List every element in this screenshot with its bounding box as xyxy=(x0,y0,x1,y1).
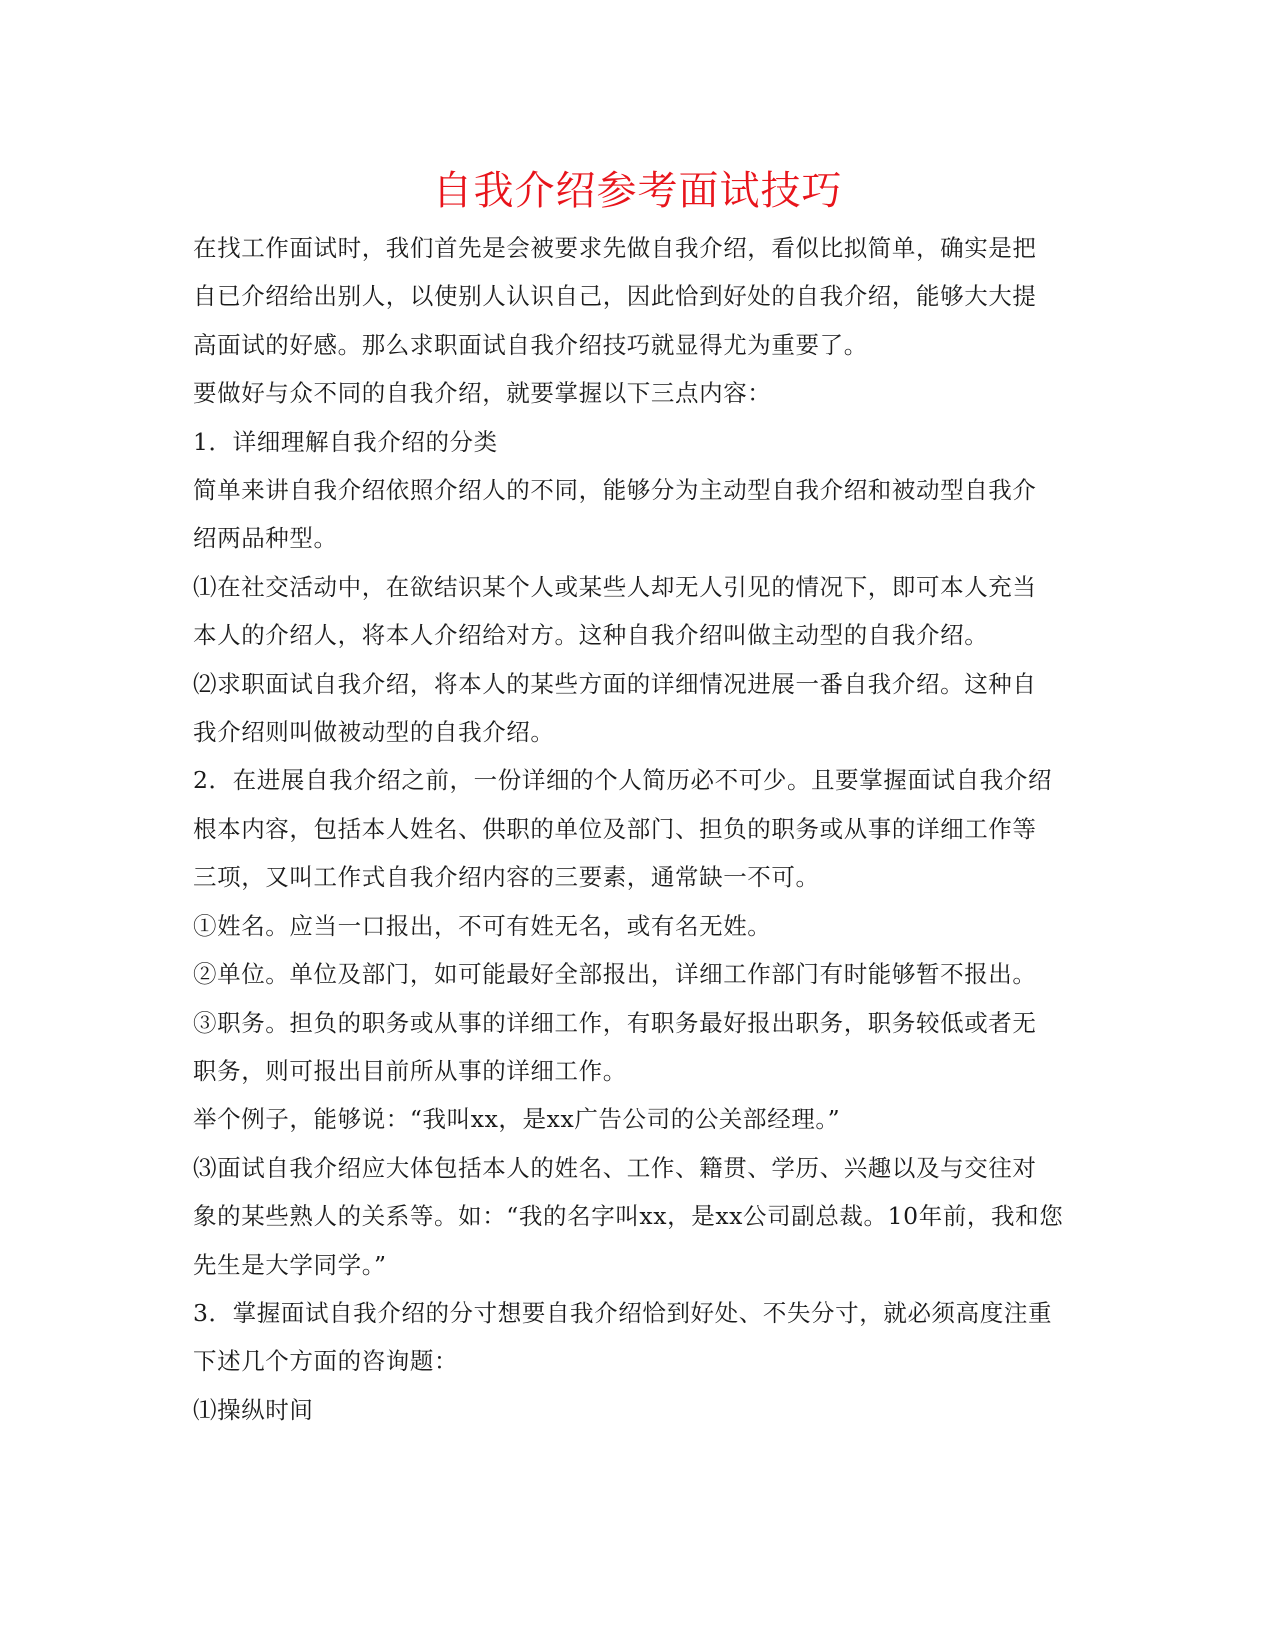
body-line: ⑴操纵时间 xyxy=(193,1395,314,1424)
body-line: ①姓名。应当一口报出，不可有姓无名，或有名无姓。 xyxy=(193,911,772,940)
body-line: 要做好与众不同的自我介绍，就要掌握以下三点内容： xyxy=(193,379,772,408)
body-line: 三项，又叫工作式自我介绍内容的三要素，通常缺一不可。 xyxy=(193,863,820,892)
body-line: 高面试的好感。那么求职面试自我介绍技巧就显得尤为重要了。 xyxy=(193,330,868,359)
section-heading: 1．详细理解自我介绍的分类 xyxy=(193,427,498,456)
body-line: 在找工作面试时，我们首先是会被要求先做自我介绍，看似比拟简单，确实是把 xyxy=(193,234,1037,262)
body-line: ⑶面试自我介绍应大体包括本人的姓名、工作、籍贯、学历、兴趣以及与交往对 xyxy=(193,1153,1037,1182)
body-line: 先生是大学同学。” xyxy=(193,1250,387,1279)
body-line: 职务，则可报出目前所从事的详细工作。 xyxy=(193,1056,627,1085)
section-heading: 2．在进展自我介绍之前，一份详细的个人简历必不可少。且要掌握面试自我介绍 xyxy=(193,766,1053,795)
body-line: 举个例子，能够说：“我叫xx，是xx广告公司的公关部经理。” xyxy=(193,1105,841,1134)
body-line: 下述几个方面的咨询题： xyxy=(193,1347,459,1376)
body-line: 我介绍则叫做被动型的自我介绍。 xyxy=(193,718,555,747)
body-line: ②单位。单位及部门，如可能最好全部报出，详细工作部门有时能够暂不报出。 xyxy=(193,960,1037,989)
body-line: 根本内容，包括本人姓名、供职的单位及部门、担负的职务或从事的详细工作等 xyxy=(193,814,1037,843)
body-line: 本人的介绍人，将本人介绍给对方。这种自我介绍叫做主动型的自我介绍。 xyxy=(193,621,989,650)
section-heading: 3．掌握面试自我介绍的分寸想要自我介绍恰到好处、不失分寸，就必须高度注重 xyxy=(193,1298,1053,1327)
body-line: 自已介绍给出别人，以使别人认识自己，因此恰到好处的自我介绍，能够大大提 xyxy=(193,282,1037,311)
body-line: ⑵求职面试自我介绍，将本人的某些方面的详细情况进展一番自我介绍。这种自 xyxy=(193,669,1037,698)
body-line: 简单来讲自我介绍依照介绍人的不同，能够分为主动型自我介绍和被动型自我介 xyxy=(193,476,1037,505)
document-title: 自我介绍参考面试技巧 xyxy=(432,168,843,214)
body-line: ③职务。担负的职务或从事的详细工作，有职务最好报出职务，职务较低或者无 xyxy=(193,1008,1037,1037)
body-line: 绍两品种型。 xyxy=(193,524,338,553)
body-line: 象的某些熟人的关系等。如：“我的名字叫xx，是xx公司副总裁。10年前，我和您 xyxy=(193,1202,1064,1231)
body-line: ⑴在社交活动中，在欲结识某个人或某些人却无人引见的情况下，即可本人充当 xyxy=(193,572,1037,601)
document-body xyxy=(193,224,1083,1434)
